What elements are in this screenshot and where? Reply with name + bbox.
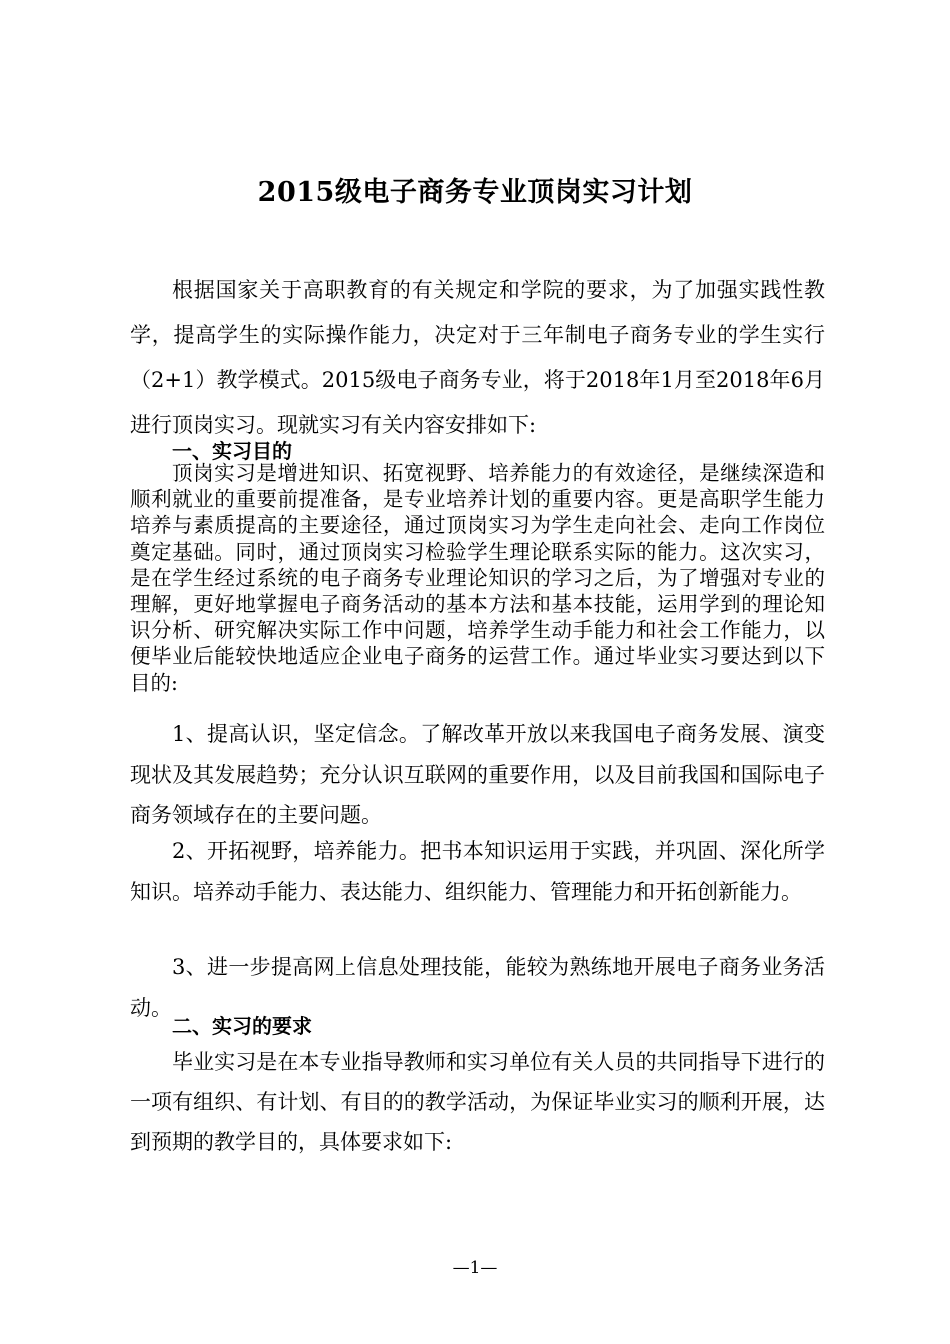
purpose-paragraph: 顶岗实习是增进知识、拓宽视野、培养能力的有效途径，是继续深造和顺利就业的重要前提准备，是专业培养计划的重要内容。更是高职学生能力培养与素质提高的主要途径，通过顶岗实习为学生走向社会、走向工作岗位奠定基础。同时，通过顶岗实习检验学生理论联系实际的能力。这次实习，是在学生经过系统的电子商务专业理论知识的学习之后，为了增强对专业的理解，更好地掌握电子商务活动的基本方法和基本技能，运用学到的理论知识分析、研究解决实际工作中问题，培养学生动手能力和社会工作能力，以便毕业后能较快地适应企业电子商务的运营工作。通过毕业实习要达到以下目的: bbox=[130, 461, 825, 695]
purpose-item-2: 2、开拓视野，培养能力。把书本知识运用于实践，并巩固、深化所学知识。培养动手能力、表达能力、组织能力、管理能力和开拓创新能力。 bbox=[130, 839, 825, 904]
section-heading-requirements: 二、实习的要求 bbox=[172, 1014, 312, 1038]
document-title: 2015级电子商务专业顶岗实习计划 bbox=[257, 177, 693, 208]
intro-paragraph: 根据国家关于高职教育的有关规定和学院的要求，为了加强实践性教学，提高学生的实际操作能力，决定对于三年制电子商务专业的学生实行（2+1）教学模式。2015级电子商务专业，将于2018年1月至2018年6月进行顶岗实习。现就实习有关内容安排如下: bbox=[130, 278, 825, 437]
section-heading-purpose: 一、实习目的 bbox=[172, 439, 292, 463]
purpose-item-3: 3、进一步提高网上信息处理技能，能较为熟练地开展电子商务业务活动。 bbox=[130, 955, 825, 1020]
page-number: —1— bbox=[452, 1258, 498, 1278]
purpose-item-1: 1、提高认识，坚定信念。了解改革开放以来我国电子商务发展、演变现状及其发展趋势；充分认识互联网的重要作用，以及目前我国和国际电子商务领域存在的主要问题。 bbox=[130, 722, 825, 827]
requirements-paragraph: 毕业实习是在本专业指导教师和实习单位有关人员的共同指导下进行的一项有组织、有计划、有目的的教学活动，为保证毕业实习的顺利开展，达到预期的教学目的，具体要求如下: bbox=[130, 1050, 825, 1154]
